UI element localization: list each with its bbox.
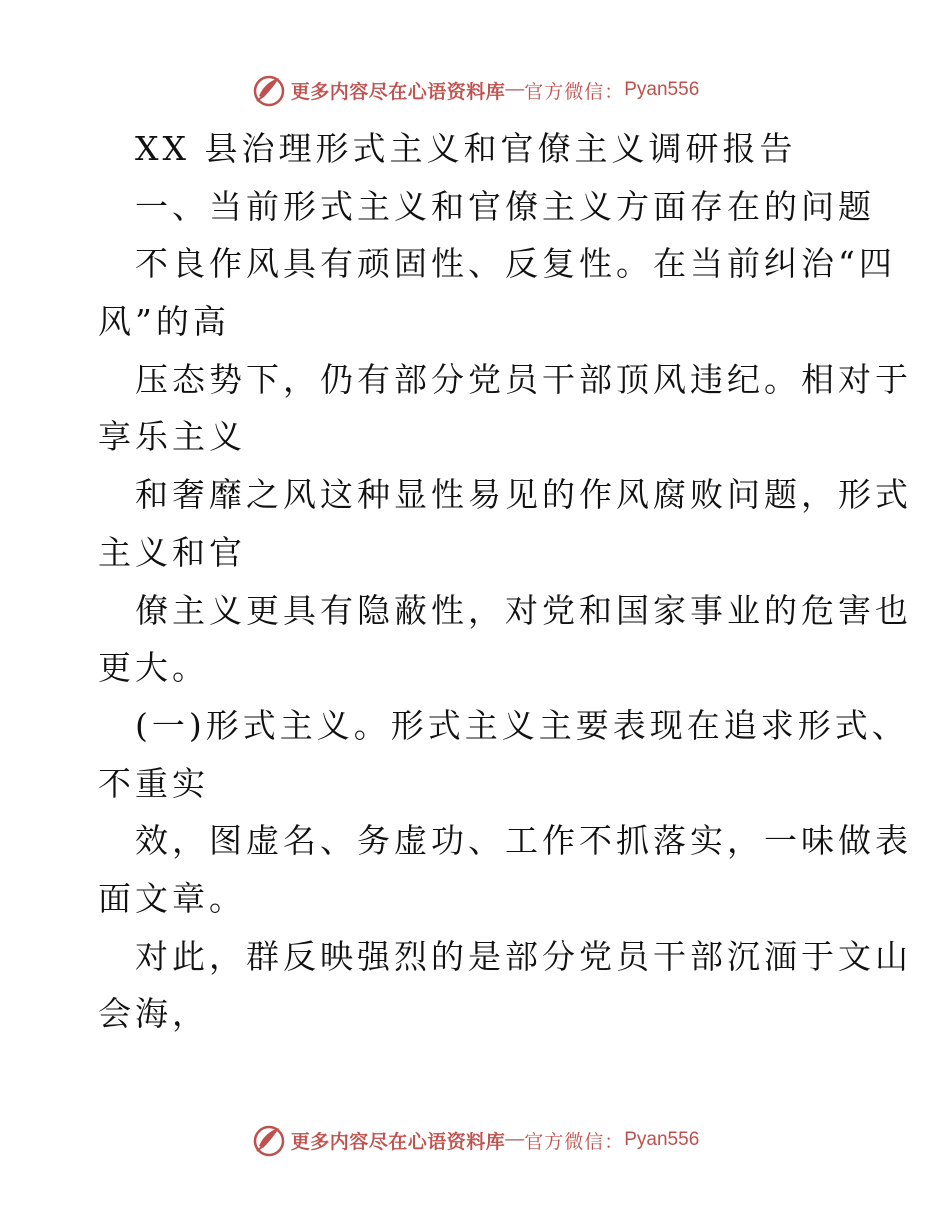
document-body (98, 120, 912, 1043)
footer-watermark (0, 1120, 950, 1160)
paragraph-line: 会海， (98, 994, 209, 1034)
watermark-wechat-label: 官方微信： (524, 1130, 625, 1153)
paragraph-line: 主义和官 (98, 532, 246, 572)
paragraph-line: 对此，群反映强烈的是部分党员干部沉湎于文山 (135, 936, 912, 976)
watermark-wechat-id: Pyan556 (624, 1129, 700, 1150)
paragraph-line: 风”的高 (98, 302, 230, 342)
document-title: XX 县治理形式主义和官僚主义调研报告 (135, 129, 797, 168)
watermark-wechat-id: Pyan556 (624, 79, 700, 100)
pen-logo-icon (251, 1122, 287, 1158)
paragraph-line: 和奢靡之风这种显性易见的作风腐败问题，形式 (135, 475, 912, 515)
paragraph-line: 效，图虚名、务虚功、工作不抓落实，一味做表 (135, 821, 912, 861)
paragraph-line: 面文章。 (98, 878, 246, 918)
watermark-brand: 更多内容尽在心语资料库 (290, 1130, 506, 1153)
section-heading: 一、当前形式主义和官僚主义方面存在的问题 (135, 186, 875, 226)
paragraph-line: 不良作风具有顽固性、反复性。在当前纠治“四 (135, 244, 896, 284)
paragraph-line: 更大。 (98, 648, 209, 688)
pen-logo-icon (251, 72, 287, 108)
header-watermark (0, 70, 950, 110)
paragraph-line: 不重实 (98, 763, 209, 803)
subsection-heading: (一)形式主义。形式主义主要表现在追求形式、 (135, 705, 909, 745)
watermark-brand: 更多内容尽在心语资料库 (290, 80, 506, 103)
watermark-wechat-label: 官方微信： (524, 80, 625, 103)
paragraph-line: 压态势下，仍有部分党员干部顶风违纪。相对于 (135, 359, 912, 399)
watermark-dash: — (505, 79, 525, 100)
paragraph-line: 享乐主义 (98, 417, 246, 457)
paragraph-line: 僚主义更具有隐蔽性，对党和国家事业的危害也 (135, 590, 912, 630)
watermark-dash: — (505, 1129, 525, 1150)
